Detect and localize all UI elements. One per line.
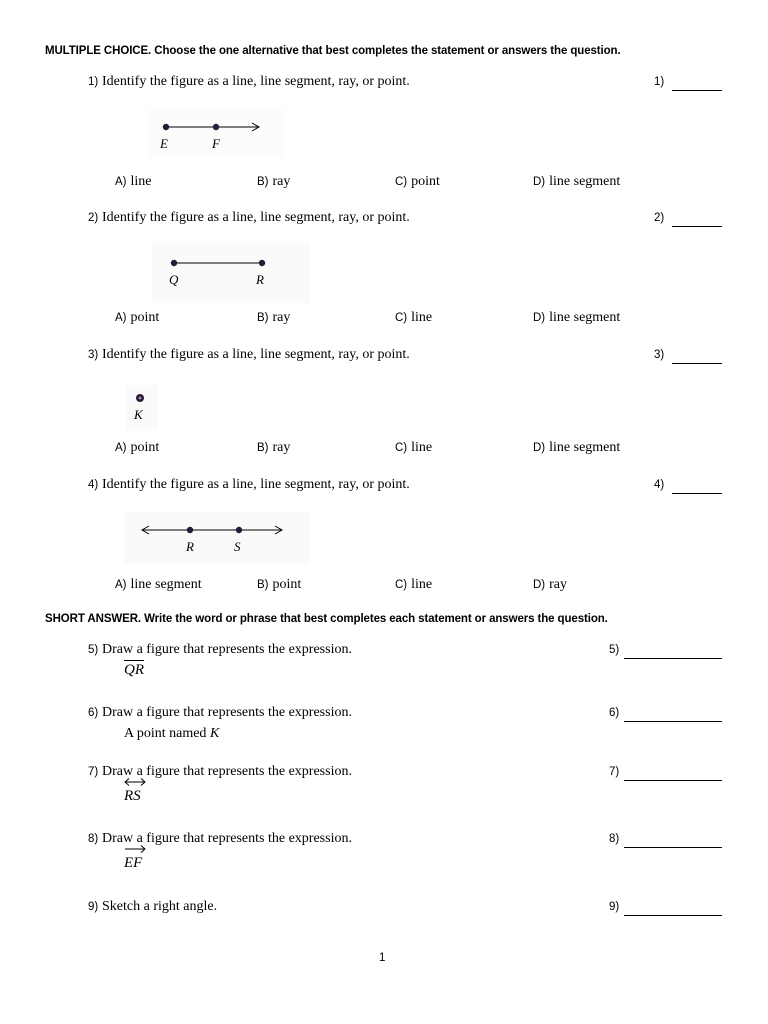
answer-number: 3): [654, 349, 665, 361]
question-number: 2): [88, 212, 99, 224]
expression-point: [124, 724, 219, 742]
point-label-e: E: [160, 136, 168, 151]
option-text: point: [130, 440, 160, 455]
option-text: line segment: [549, 310, 621, 325]
answer-number: 5): [609, 644, 620, 656]
question-number: 9): [88, 901, 99, 913]
question-number: 6): [88, 707, 99, 719]
option-letter: A): [115, 579, 127, 591]
option-letter: B): [257, 176, 269, 188]
line-figure-rs: [124, 512, 310, 564]
option-text: line: [411, 310, 433, 325]
option-b[interactable]: [257, 308, 290, 326]
option-d[interactable]: [533, 438, 620, 456]
answer-number: 2): [654, 212, 665, 224]
segment-figure-qr: [152, 243, 310, 303]
question-text: Draw a figure that represents the expression.: [102, 764, 352, 779]
option-d[interactable]: [533, 575, 567, 593]
option-a[interactable]: [115, 575, 202, 593]
option-a[interactable]: [115, 438, 159, 456]
page-number: 1: [379, 952, 386, 964]
double-arrow-icon: [124, 777, 146, 787]
question-text: Draw a figure that represents the expression.: [102, 705, 352, 720]
option-text: line segment: [549, 174, 621, 189]
right-arrow-icon: [124, 844, 146, 854]
answer-blank[interactable]: [624, 915, 722, 916]
option-letter: C): [395, 579, 408, 591]
option-text: line: [411, 440, 433, 455]
question-number: 8): [88, 833, 99, 845]
option-letter: D): [533, 176, 546, 188]
point-label-r: R: [186, 539, 194, 554]
option-text: ray: [549, 577, 568, 592]
option-text: line: [130, 174, 152, 189]
point-label-k: K: [134, 407, 143, 422]
answer-number: 4): [654, 479, 665, 491]
expression-ray: [124, 855, 142, 872]
option-b[interactable]: [257, 172, 290, 190]
question-text: Draw a figure that represents the expression.: [102, 831, 352, 846]
option-c[interactable]: [395, 438, 432, 456]
option-letter: C): [395, 312, 408, 324]
point-dot: [213, 124, 219, 130]
line-expression: RS: [124, 788, 141, 804]
question-text: Identify the figure as a line, line segment, ray, or point.: [102, 74, 410, 89]
option-text: line segment: [549, 440, 621, 455]
answer-blank[interactable]: [624, 847, 722, 848]
option-text: ray: [272, 440, 291, 455]
answer-number: 1): [654, 76, 665, 88]
option-letter: D): [533, 442, 546, 454]
point-figure-k: [126, 385, 158, 429]
option-letter: A): [115, 312, 127, 324]
answer-blank[interactable]: [672, 363, 722, 364]
option-b[interactable]: [257, 438, 290, 456]
option-c[interactable]: [395, 308, 432, 326]
point-dot: [171, 260, 177, 266]
expression-prefix: A point named: [124, 726, 210, 741]
answer-number: 8): [609, 833, 620, 845]
answer-blank[interactable]: [672, 90, 722, 91]
answer-number: 7): [609, 766, 620, 778]
point-label-q: Q: [169, 272, 179, 287]
question-text: Sketch a right angle.: [102, 899, 218, 914]
option-letter: B): [257, 442, 269, 454]
option-text: point: [272, 577, 302, 592]
option-letter: B): [257, 312, 269, 324]
answer-blank[interactable]: [672, 226, 722, 227]
question-number: 5): [88, 644, 99, 656]
expression-line: [124, 788, 141, 805]
question-text: Identify the figure as a line, line segment, ray, or point.: [102, 477, 410, 492]
option-text: point: [130, 310, 160, 325]
option-c[interactable]: [395, 575, 432, 593]
question-number: 4): [88, 479, 99, 491]
segment-expression: QR: [124, 662, 144, 678]
point-name: K: [209, 726, 220, 741]
point-dot: [163, 124, 169, 130]
option-letter: B): [257, 579, 269, 591]
answer-blank[interactable]: [624, 780, 722, 781]
option-b[interactable]: [257, 575, 301, 593]
option-text: ray: [272, 174, 291, 189]
option-c[interactable]: [395, 172, 440, 190]
question-number: 1): [88, 76, 99, 88]
point-dot: [259, 260, 265, 266]
option-letter: A): [115, 442, 127, 454]
question-text: Draw a figure that represents the expression.: [102, 642, 352, 657]
answer-blank[interactable]: [624, 658, 722, 659]
option-letter: C): [395, 176, 408, 188]
answer-blank[interactable]: [624, 721, 722, 722]
line-diagram: [124, 512, 310, 564]
question-number: 7): [88, 766, 99, 778]
answer-number: 6): [609, 707, 620, 719]
expression-segment: [124, 662, 144, 679]
option-letter: D): [533, 312, 546, 324]
point-dot: [236, 527, 242, 533]
option-d[interactable]: [533, 308, 620, 326]
ray-figure-ef: [148, 108, 284, 158]
question-number: 3): [88, 349, 99, 361]
option-d[interactable]: [533, 172, 620, 190]
sa-section-header: SHORT ANSWER. Write the word or phrase that best completes each statement or answers the question.: [45, 613, 608, 625]
answer-blank[interactable]: [672, 493, 722, 494]
question-text: Identify the figure as a line, line segment, ray, or point.: [102, 347, 410, 362]
answer-number: 9): [609, 901, 620, 913]
option-text: line: [411, 577, 433, 592]
option-letter: C): [395, 442, 408, 454]
point-dot: [187, 527, 193, 533]
option-a[interactable]: [115, 172, 152, 190]
point-label-s: S: [234, 539, 241, 554]
option-text: point: [411, 174, 440, 189]
option-letter: D): [533, 579, 546, 591]
option-text: ray: [272, 310, 291, 325]
point-label-r: R: [256, 272, 264, 287]
point-label-f: F: [212, 136, 220, 151]
option-letter: A): [115, 176, 127, 188]
question-text: Identify the figure as a line, line segment, ray, or point.: [102, 210, 410, 225]
ray-expression: EF: [124, 855, 143, 871]
option-a[interactable]: [115, 308, 159, 326]
option-text: line segment: [130, 577, 202, 592]
mc-section-header: MULTIPLE CHOICE. Choose the one alternative that best completes the statement or answers the question.: [45, 45, 621, 57]
